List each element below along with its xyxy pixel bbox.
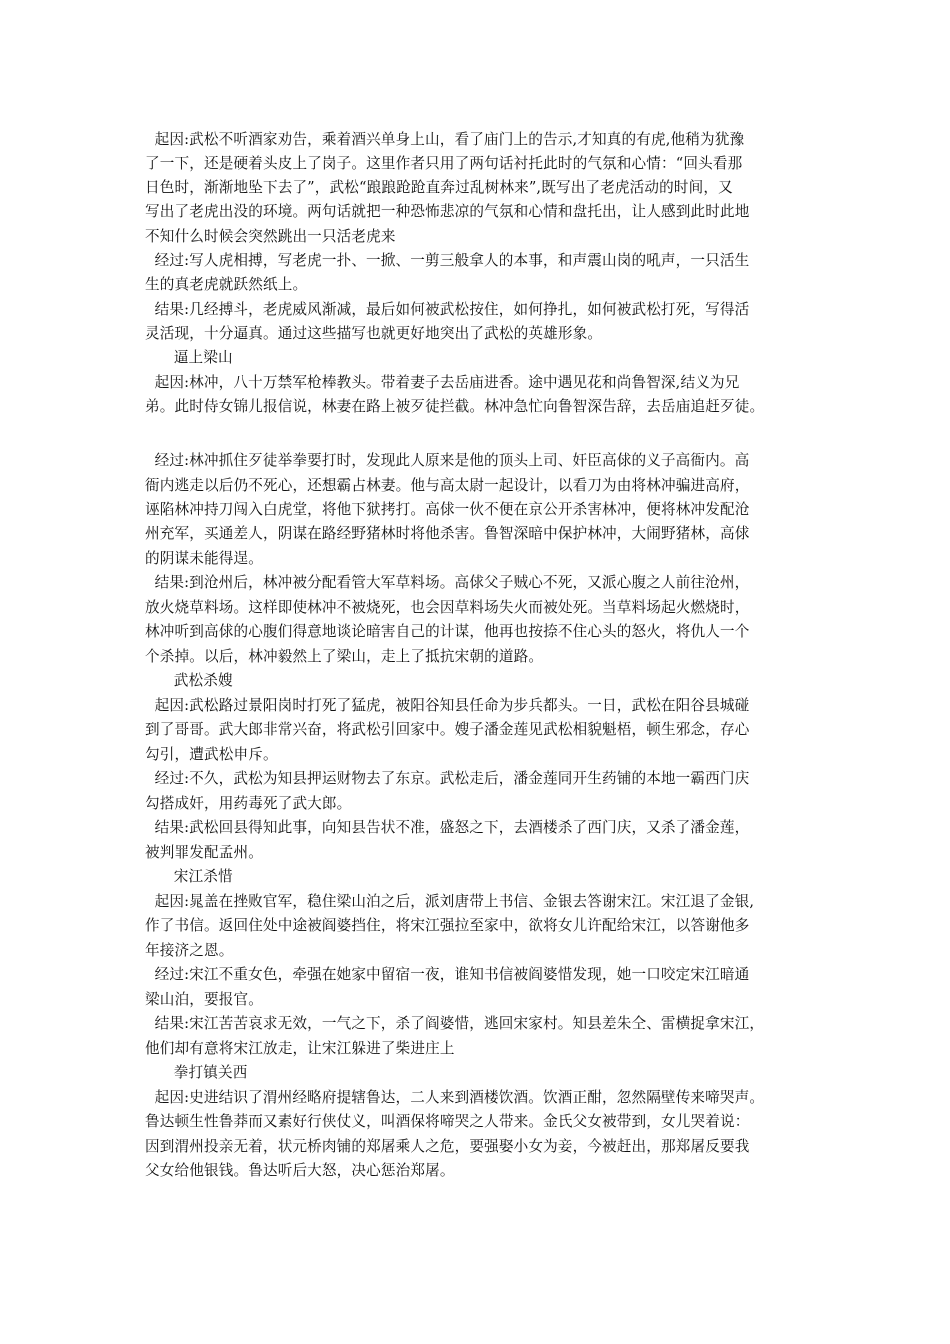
text-line: 鲁达顿生性鲁莽而又素好行侠仗义，叫酒保将啼哭之人带来。金氏父女被带到，女儿哭着说： [145, 1113, 750, 1130]
section-heading: 逼上梁山 [145, 349, 233, 366]
text-line: 了一下，还是硬着头皮上了岗子。这里作者只用了两句话衬托此时的气氛和心情：“回头看那 [145, 155, 743, 172]
text-line: 因到渭州投亲无着，状元桥肉铺的郑屠乘人之危，要强娶小女为妾，今被赶出，那郑屠反要我 [145, 1138, 750, 1155]
text-line: 生的真老虎就跃然纸上。 [145, 276, 308, 293]
text-line: 起因:史进结识了渭州经略府提辖鲁达，二人来到酒楼饮酒。饮酒正酣，忽然隔壁传来啼哭声。 [145, 1089, 765, 1106]
text-line: 灵活现，十分逼真。通过这些描写也就更好地突出了武松的英雄形象。 [145, 325, 603, 342]
section-heading: 宋江杀惜 [145, 868, 233, 885]
text-line: 勾搭成奸，用药毒死了武大郎。 [145, 795, 352, 812]
text-line: 经过:林冲抓住歹徒举拳要打时，发现此人原来是他的顶头上司、奸臣高俅的义子高衙内。高 [145, 452, 750, 469]
text-line: 放火烧草料场。这样即使林冲不被烧死，也会因草料场失火而被处死。当草料场起火燃烧时， [145, 599, 750, 616]
text-line: 个杀掉。以后，林冲毅然上了梁山，走上了抵抗宋朝的道路。 [145, 648, 544, 665]
text-line: 林冲听到高俅的心腹们得意地谈论暗害自己的计谋，他再也按捺不住心头的怒火，将仇人一个 [145, 623, 750, 640]
section-heading: 拳打镇关西 [145, 1064, 248, 1081]
text-line: 经过:宋江不重女色，牵强在她家中留宿一夜，谁知书信被阎婆惜发现，她一口咬定宋江暗通 [145, 966, 750, 983]
text-line: 经过:不久，武松为知县押运财物去了东京。武松走后，潘金莲同开生药铺的本地一霸西门庆 [145, 770, 750, 787]
text-line: 不知什么时候会突然跳出一只活老虎来 [145, 228, 396, 245]
text-line: 年接济之恩。 [145, 942, 234, 959]
text-line: 他们却有意将宋江放走，让宋江躲进了柴进庄上 [145, 1040, 455, 1057]
text-line: 写出了老虎出没的环境。两句话就把一种恐怖悲凉的气氛和心情和盘托出，让人感到此时此地 [145, 203, 750, 220]
text-line: 父女给他银钱。鲁达听后大怒，决心惩治郑屠。 [145, 1162, 455, 1179]
text-line: 起因:武松路过景阳岗时打死了猛虎，被阳谷知县任命为步兵都头。一日，武松在阳谷县城碰 [145, 697, 750, 714]
section-heading: 武松杀嫂 [145, 672, 233, 689]
text-line: 结果:武松回县得知此事，向知县告状不准，盛怒之下，去酒楼杀了西门庆，又杀了潘金莲， [145, 819, 750, 836]
text-line: 结果:宋江苦苦哀求无效，一气之下，杀了阎婆惜，逃回宋家村。知县差朱仝、雷横捉拿宋江， [145, 1015, 765, 1032]
text-line: 弟。此时侍女锦儿报信说，林妻在路上被歹徒拦截。林冲急忙向鲁智深告辞，去岳庙追赶歹徒。 [145, 398, 765, 415]
text-line: 州充军，买通差人，阴谋在路经野猪林时将他杀害。鲁智深暗中保护林冲，大闹野猪林，高俅 [145, 525, 750, 542]
text-line: 结果:到沧州后，林冲被分配看管大军草料场。高俅父子贼心不死，又派心腹之人前往沧州， [145, 574, 750, 591]
text-line: 勾引，遭武松申斥。 [145, 746, 278, 763]
text-line: 经过:写人虎相搏，写老虎一扑、一掀、一剪三般拿人的本事，和声震山岗的吼声，一只活生 [145, 252, 750, 269]
text-line: 日色时，渐渐地坠下去了”，武松“踉踉跄跄直奔过乱树林来”,既写出了老虎活动的时间，又 [145, 179, 733, 196]
text-line: 起因:林冲，八十万禁军枪棒教头。带着妻子去岳庙进香。途中遇见花和尚鲁智深,结义为兄 [145, 374, 740, 391]
text-line: 作了书信。返回住处中途被阎婆挡住，将宋江强拉至家中，欲将女儿许配给宋江，以答谢他多 [145, 917, 750, 934]
text-line: 起因:武松不听酒家劝告，乘着酒兴单身上山，看了庙门上的告示,才知真的有虎,他稍为犹豫 [145, 131, 745, 148]
text-line: 被判罪发配孟州。 [145, 844, 263, 861]
text-line: 起因:晁盖在挫败官军，稳住梁山泊之后，派刘唐带上书信、金银去答谢宋江。宋江退了金银, [145, 893, 755, 910]
text-line: 的阴谋未能得逞。 [145, 550, 263, 567]
text-line: 衙内逃走以后仍不死心，还想霸占林妻。他与高太尉一起设计，以看刀为由将林冲骗进高府， [145, 477, 750, 494]
text-line: 梁山泊，要报官。 [145, 991, 263, 1008]
text-line: 诬陷林冲持刀闯入白虎堂，将他下狱拷打。高俅一伙不便在京公开杀害林冲，便将林冲发配沧 [145, 501, 750, 518]
text-line: 到了哥哥。武大郎非常兴奋，将武松引回家中。嫂子潘金莲见武松相貌魁梧，顿生邪念，存心 [145, 721, 750, 738]
text-line: 结果:几经搏斗，老虎威风渐减，最后如何被武松按住，如何挣扎，如何被武松打死，写得活 [145, 301, 750, 318]
